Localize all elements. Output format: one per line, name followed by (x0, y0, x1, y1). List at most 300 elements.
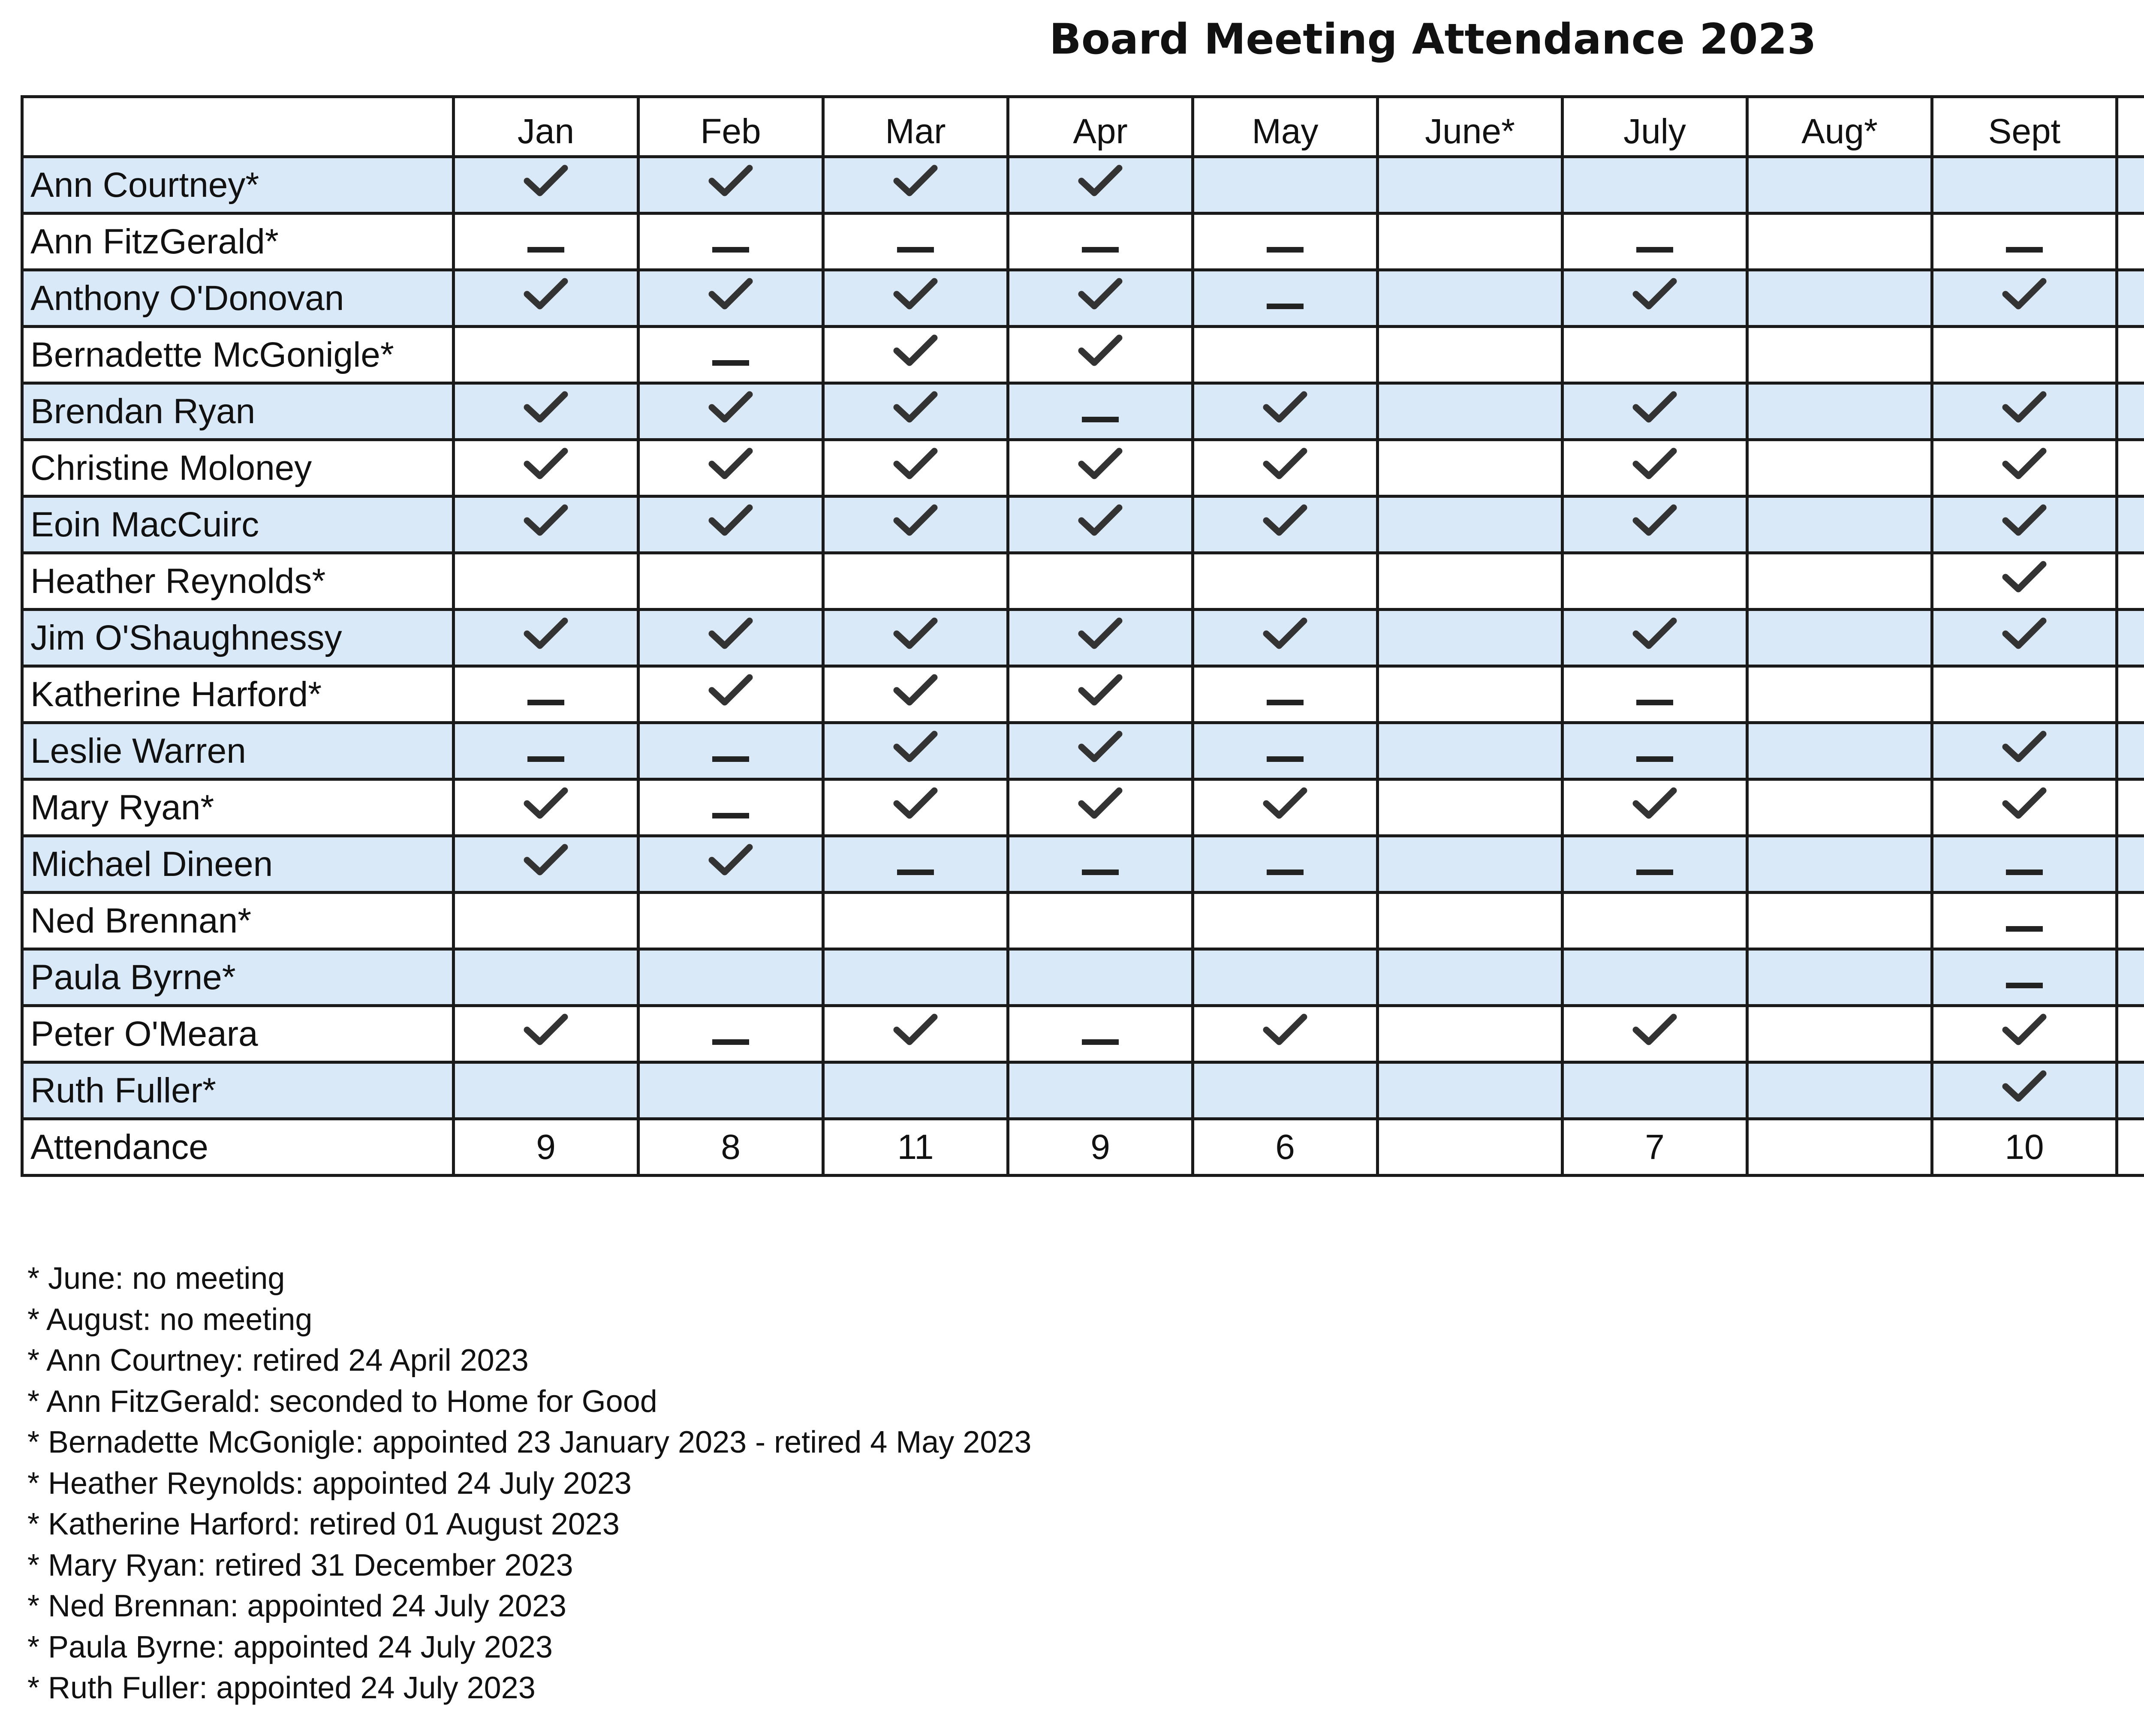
attendance-cell (1193, 1006, 1378, 1062)
check-mark-icon (1077, 502, 1123, 547)
attendance-cell (2117, 610, 2144, 666)
attendance-cell (1932, 1006, 2117, 1062)
attendance-cell (1747, 270, 1932, 327)
attendance-cell (454, 779, 638, 836)
check-mark-icon (523, 1012, 569, 1056)
attendance-cell (1563, 1006, 1747, 1062)
dash-icon (1267, 845, 1304, 885)
attendance-cell (1193, 496, 1378, 553)
attendance-cell (454, 327, 638, 383)
check-mark-icon (1262, 1012, 1308, 1056)
attendance-cell (2117, 553, 2144, 610)
attendance-cell (1932, 496, 2117, 553)
attendance-cell (823, 214, 1008, 270)
attendance-cell (1932, 157, 2117, 214)
check-mark-icon (708, 502, 754, 547)
attendance-cell (1932, 949, 2117, 1006)
check-mark-icon (892, 729, 939, 773)
dash-icon (1267, 675, 1304, 716)
attendance-cell (1747, 327, 1932, 383)
member-name: Ruth Fuller* (22, 1062, 454, 1119)
attendance-cell (1747, 496, 1932, 553)
attendance-cell (1563, 949, 1747, 1006)
header-row (22, 97, 2144, 157)
attendance-cell (1008, 496, 1193, 553)
attendance-cell (823, 949, 1008, 1006)
table-row (22, 270, 2144, 327)
attendance-cell (1932, 327, 2117, 383)
attendance-cell (2117, 723, 2144, 779)
attendance-cell (638, 779, 823, 836)
table-row (22, 327, 2144, 383)
check-mark-icon (892, 502, 939, 547)
attendance-cell (1563, 666, 1747, 723)
attendance-cell (1378, 666, 1563, 723)
page-title: Board Meeting Attendance 2023 (1049, 15, 1816, 64)
check-mark-icon (1262, 446, 1308, 490)
check-mark-icon (892, 616, 939, 660)
attendance-cell (1563, 270, 1747, 327)
attendance-cell (823, 1006, 1008, 1062)
attendance-cell (1008, 610, 1193, 666)
member-name: Peter O'Meara (22, 1006, 454, 1062)
dash-icon (897, 223, 934, 263)
attendance-cell (1932, 723, 2117, 779)
attendance-cell (454, 157, 638, 214)
table-row (22, 893, 2144, 949)
table-row (22, 440, 2144, 496)
attendance-cell (1008, 836, 1193, 893)
month-attendance-count: 9 (454, 1119, 638, 1176)
dash-icon (1082, 1015, 1119, 1055)
attendance-cell (1932, 553, 2117, 610)
attendance-cell (1932, 610, 2117, 666)
check-mark-icon (892, 672, 939, 717)
attendance-cell (638, 157, 823, 214)
check-mark-icon (523, 842, 569, 887)
check-mark-icon (708, 842, 754, 887)
attendance-cell (823, 440, 1008, 496)
attendance-cell (823, 610, 1008, 666)
attendance-cell (638, 214, 823, 270)
check-mark-icon (892, 333, 939, 377)
dash-icon (1082, 392, 1119, 433)
check-mark-icon (1077, 672, 1123, 717)
check-mark-icon (2001, 1012, 2048, 1056)
attendance-cell (1563, 327, 1747, 383)
attendance-cell (1008, 779, 1193, 836)
check-mark-icon (523, 389, 569, 434)
column-header: June* (1378, 97, 1563, 157)
attendance-cell (2117, 1006, 2144, 1062)
attendance-cell (454, 270, 638, 327)
check-mark-icon (1632, 389, 1678, 434)
check-mark-icon (892, 446, 939, 490)
attendance-cell (638, 1062, 823, 1119)
check-mark-icon (523, 163, 569, 208)
check-mark-icon (1262, 616, 1308, 660)
check-mark-icon (523, 616, 569, 660)
dash-icon (712, 223, 749, 263)
attendance-cell (1563, 610, 1747, 666)
attendance-cell (638, 836, 823, 893)
month-attendance-count: 11 (823, 1119, 1008, 1176)
attendance-cell (638, 610, 823, 666)
attendance-cell (2117, 327, 2144, 383)
table-row (22, 496, 2144, 553)
check-mark-icon (892, 1012, 939, 1056)
check-mark-icon (523, 446, 569, 490)
footnote: * Bernadette McGonigle: appointed 23 January 2023 - retired 4 May 2023 (27, 1425, 1032, 1459)
attendance-cell (1008, 214, 1193, 270)
member-name: Heather Reynolds* (22, 553, 454, 610)
table-row (22, 214, 2144, 270)
attendance-row (22, 1119, 2144, 1176)
attendance-cell (2117, 440, 2144, 496)
check-mark-icon (708, 446, 754, 490)
attendance-cell (1193, 666, 1378, 723)
attendance-cell (1747, 610, 1932, 666)
footnote: * Ruth Fuller: appointed 24 July 2023 (27, 1671, 536, 1705)
check-mark-icon (2001, 729, 2048, 773)
dash-icon (2006, 223, 2043, 263)
attendance-cell (823, 327, 1008, 383)
dash-icon (2006, 845, 2043, 885)
attendance-cell (454, 553, 638, 610)
check-mark-icon (1077, 333, 1123, 377)
attendance-cell (638, 1006, 823, 1062)
attendance-cell (1008, 1006, 1193, 1062)
dash-icon (1636, 845, 1673, 885)
attendance-cell (1193, 893, 1378, 949)
check-mark-icon (892, 163, 939, 208)
attendance-cell (823, 666, 1008, 723)
dash-icon (1267, 223, 1304, 263)
attendance-cell (2117, 1062, 2144, 1119)
attendance-cell (1378, 270, 1563, 327)
check-mark-icon (892, 276, 939, 321)
attendance-cell (1008, 666, 1193, 723)
check-mark-icon (1262, 502, 1308, 547)
footnote: * Heather Reynolds: appointed 24 July 2023 (27, 1466, 632, 1501)
attendance-cell (1932, 836, 2117, 893)
attendance-cell (2117, 779, 2144, 836)
dash-icon (1082, 223, 1119, 263)
month-attendance-count: 6 (1193, 1119, 1378, 1176)
check-mark-icon (523, 785, 569, 830)
column-header: Sept (1932, 97, 2117, 157)
check-mark-icon (1262, 389, 1308, 434)
check-mark-icon (523, 502, 569, 547)
attendance-cell (638, 327, 823, 383)
attendance-cell (1193, 157, 1378, 214)
attendance-cell (454, 610, 638, 666)
member-name: Bernadette McGonigle* (22, 327, 454, 383)
attendance-cell (1563, 496, 1747, 553)
attendance-cell (1563, 836, 1747, 893)
attendance-cell (1747, 440, 1932, 496)
attendance-cell (823, 1062, 1008, 1119)
attendance-cell (454, 496, 638, 553)
check-mark-icon (708, 672, 754, 717)
member-name: Ann FitzGerald* (22, 214, 454, 270)
column-header (22, 97, 454, 157)
attendance-cell (1747, 893, 1932, 949)
check-mark-icon (708, 389, 754, 434)
member-name: Brendan Ryan (22, 383, 454, 440)
dash-icon (1267, 732, 1304, 772)
check-mark-icon (1632, 1012, 1678, 1056)
table-row (22, 1062, 2144, 1119)
column-header: Jan (454, 97, 638, 157)
attendance-cell (1932, 666, 2117, 723)
attendance-cell (454, 949, 638, 1006)
attendance-cell (1008, 270, 1193, 327)
check-mark-icon (2001, 785, 2048, 830)
month-attendance-count: 8 (638, 1119, 823, 1176)
dash-icon (527, 675, 564, 716)
attendance-cell (1378, 157, 1563, 214)
table-row (22, 553, 2144, 610)
attendance-cell (1193, 270, 1378, 327)
check-mark-icon (1077, 276, 1123, 321)
table-row (22, 779, 2144, 836)
attendance-cell (1747, 1062, 1932, 1119)
table-row (22, 723, 2144, 779)
attendance-cell (1747, 214, 1932, 270)
attendance-cell (1193, 327, 1378, 383)
attendance-cell (454, 723, 638, 779)
attendance-cell (1747, 666, 1932, 723)
attendance-cell (1193, 1062, 1378, 1119)
check-mark-icon (2001, 276, 2048, 321)
attendance-cell (1747, 779, 1932, 836)
attendance-cell (823, 553, 1008, 610)
member-name: Ann Courtney* (22, 157, 454, 214)
attendance-cell (1378, 836, 1563, 893)
check-mark-icon (1632, 502, 1678, 547)
attendance-cell (823, 496, 1008, 553)
attendance-cell (1008, 893, 1193, 949)
attendance-cell (1563, 893, 1747, 949)
member-name: Paula Byrne* (22, 949, 454, 1006)
table-row (22, 949, 2144, 1006)
attendance-cell (1008, 383, 1193, 440)
dash-icon (1267, 279, 1304, 319)
footnote: * June: no meeting (27, 1261, 285, 1296)
attendance-cell (638, 496, 823, 553)
attendance-cell (1747, 1006, 1932, 1062)
check-mark-icon (1632, 446, 1678, 490)
member-name: Mary Ryan* (22, 779, 454, 836)
attendance-cell (1193, 836, 1378, 893)
attendance-cell (2117, 893, 2144, 949)
attendance-label: Attendance (22, 1119, 454, 1176)
attendance-cell (1193, 949, 1378, 1006)
member-name: Anthony O'Donovan (22, 270, 454, 327)
attendance-cell (823, 779, 1008, 836)
check-mark-icon (2001, 446, 2048, 490)
column-header: Mar (823, 97, 1008, 157)
attendance-cell (2117, 383, 2144, 440)
member-name: Katherine Harford* (22, 666, 454, 723)
attendance-cell (638, 666, 823, 723)
attendance-cell (823, 723, 1008, 779)
attendance-cell (1563, 779, 1747, 836)
table-row (22, 1006, 2144, 1062)
attendance-cell (1378, 610, 1563, 666)
attendance-cell (1378, 1062, 1563, 1119)
attendance-cell (1193, 553, 1378, 610)
attendance-cell (1378, 723, 1563, 779)
dash-icon (897, 845, 934, 885)
table-row (22, 666, 2144, 723)
check-mark-icon (708, 163, 754, 208)
attendance-cell (1378, 1006, 1563, 1062)
attendance-cell (1563, 214, 1747, 270)
check-mark-icon (708, 276, 754, 321)
attendance-cell (454, 383, 638, 440)
attendance-cell (1008, 723, 1193, 779)
check-mark-icon (708, 616, 754, 660)
attendance-cell (1747, 383, 1932, 440)
table-row (22, 383, 2144, 440)
footnote: * Katherine Harford: retired 01 August 2023 (27, 1507, 620, 1541)
column-header: Feb (638, 97, 823, 157)
attendance-cell (823, 383, 1008, 440)
column-header (2117, 97, 2144, 157)
month-attendance-count: 7 (1563, 1119, 1747, 1176)
dash-icon (712, 1015, 749, 1055)
attendance-cell (1747, 157, 1932, 214)
check-mark-icon (1262, 785, 1308, 830)
attendance-cell (454, 666, 638, 723)
attendance-cell (454, 836, 638, 893)
check-mark-icon (1077, 785, 1123, 830)
attendance-cell (1193, 383, 1378, 440)
month-attendance-count (2117, 1119, 2144, 1176)
attendance-cell (638, 270, 823, 327)
attendance-cell (1747, 836, 1932, 893)
table-row (22, 157, 2144, 214)
attendance-cell (1378, 440, 1563, 496)
check-mark-icon (1077, 616, 1123, 660)
dash-icon (712, 732, 749, 772)
dash-icon (1636, 675, 1673, 716)
dash-icon (712, 788, 749, 829)
attendance-cell (1378, 383, 1563, 440)
attendance-cell (1932, 893, 2117, 949)
attendance-cell (454, 440, 638, 496)
month-attendance-count: 9 (1008, 1119, 1193, 1176)
dash-icon (1082, 845, 1119, 885)
attendance-cell (1563, 157, 1747, 214)
attendance-cell (1008, 157, 1193, 214)
attendance-cell (1932, 440, 2117, 496)
attendance-cell (823, 893, 1008, 949)
check-mark-icon (523, 276, 569, 321)
check-mark-icon (2001, 616, 2048, 660)
attendance-cell (1563, 553, 1747, 610)
attendance-cell (1747, 553, 1932, 610)
member-name: Eoin MacCuirc (22, 496, 454, 553)
attendance-cell (638, 383, 823, 440)
dash-icon (527, 223, 564, 263)
attendance-cell (454, 214, 638, 270)
attendance-cell (1193, 214, 1378, 270)
check-mark-icon (1632, 785, 1678, 830)
attendance-cell (823, 836, 1008, 893)
attendance-cell (2117, 496, 2144, 553)
attendance-cell (2117, 270, 2144, 327)
attendance-cell (638, 723, 823, 779)
month-attendance-count (1747, 1119, 1932, 1176)
column-header: Aug* (1747, 97, 1932, 157)
attendance-cell (1378, 949, 1563, 1006)
attendance-cell (823, 270, 1008, 327)
column-header: July (1563, 97, 1747, 157)
attendance-cell (454, 893, 638, 949)
attendance-cell (638, 553, 823, 610)
member-name: Michael Dineen (22, 836, 454, 893)
member-name: Jim O'Shaughnessy (22, 610, 454, 666)
footnote: * August: no meeting (27, 1302, 313, 1337)
check-mark-icon (1632, 276, 1678, 321)
attendance-cell (1193, 723, 1378, 779)
attendance-cell (454, 1006, 638, 1062)
check-mark-icon (1077, 163, 1123, 208)
attendance-cell (1747, 949, 1932, 1006)
check-mark-icon (892, 785, 939, 830)
check-mark-icon (1077, 446, 1123, 490)
dash-icon (1636, 223, 1673, 263)
check-mark-icon (1077, 729, 1123, 773)
attendance-cell (1378, 214, 1563, 270)
check-mark-icon (2001, 389, 2048, 434)
footnote: * Ann FitzGerald: seconded to Home for Good (27, 1384, 657, 1419)
check-mark-icon (1632, 616, 1678, 660)
member-name: Leslie Warren (22, 723, 454, 779)
check-mark-icon (2001, 502, 2048, 547)
attendance-cell (1008, 553, 1193, 610)
member-name: Ned Brennan* (22, 893, 454, 949)
attendance-cell (823, 157, 1008, 214)
check-mark-icon (2001, 1068, 2048, 1113)
table-row (22, 836, 2144, 893)
attendance-cell (1193, 440, 1378, 496)
footnote: * Ann Courtney: retired 24 April 2023 (27, 1343, 529, 1378)
month-attendance-count (1378, 1119, 1563, 1176)
attendance-cell (1378, 327, 1563, 383)
attendance-cell (1378, 893, 1563, 949)
attendance-cell (2117, 157, 2144, 214)
member-name: Christine Moloney (22, 440, 454, 496)
month-attendance-count: 10 (1932, 1119, 2117, 1176)
attendance-cell (1378, 779, 1563, 836)
attendance-table (21, 95, 2144, 1177)
attendance-cell (1932, 383, 2117, 440)
dash-icon (2006, 958, 2043, 999)
attendance-cell (638, 893, 823, 949)
dash-icon (712, 336, 749, 376)
attendance-cell (1193, 779, 1378, 836)
attendance-cell (1193, 610, 1378, 666)
footnote: * Paula Byrne: appointed 24 July 2023 (27, 1630, 553, 1664)
attendance-cell (2117, 214, 2144, 270)
attendance-cell (1008, 440, 1193, 496)
attendance-cell (1563, 723, 1747, 779)
footnote: * Mary Ryan: retired 31 December 2023 (27, 1548, 573, 1583)
